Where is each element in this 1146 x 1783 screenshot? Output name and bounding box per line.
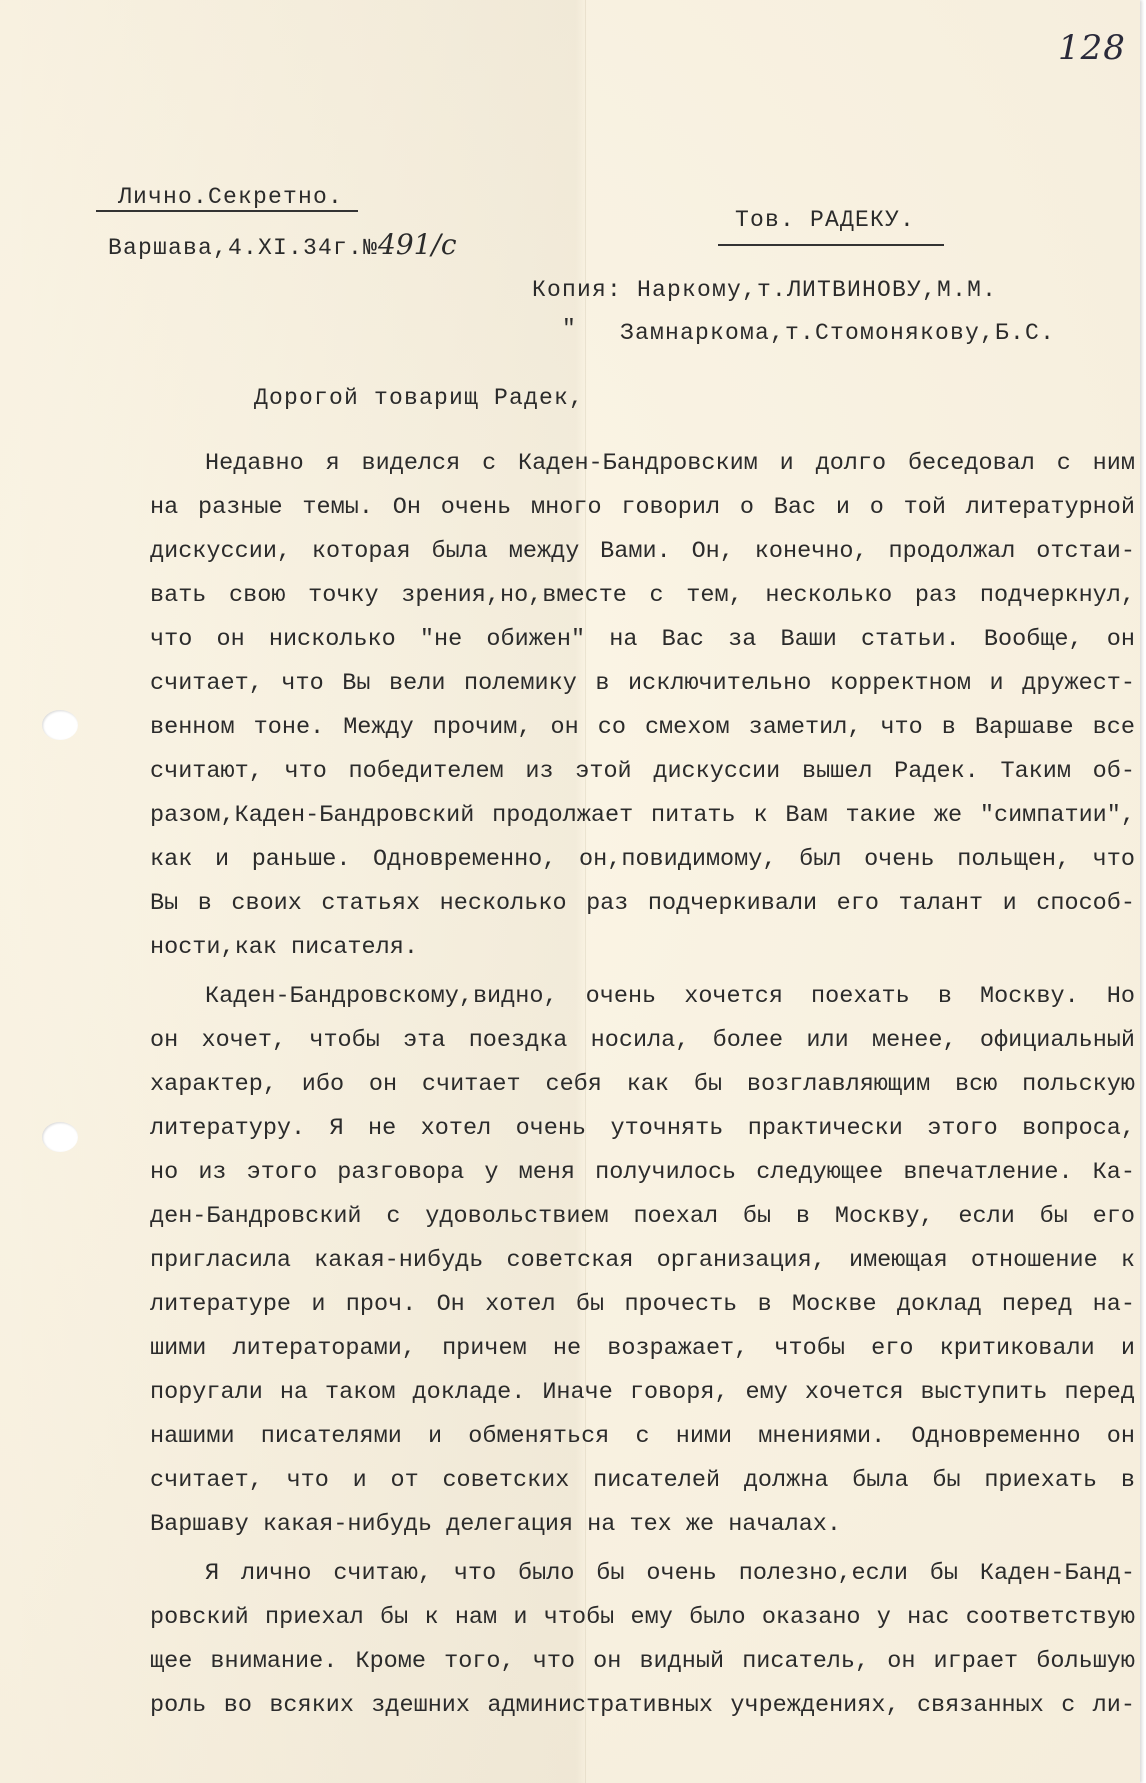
body-line: ровский приехал бы к нам и чтобы ему было оказано у нас соответствую — [150, 1604, 1135, 1631]
body-line: нашими писателями и обменяться с ними мнениями. Одновременно он — [150, 1423, 1135, 1450]
body-line: Недавно я виделся с Каден-Бандровским и долго беседовал с ним — [205, 450, 1135, 477]
classification-underline — [96, 210, 358, 212]
body-line: литературе и проч. Он хотел бы прочесть в Москве доклад перед на- — [150, 1291, 1135, 1318]
copy-line-2: Замнаркома,т.Стомонякову,Б.С. — [620, 320, 1056, 346]
salutation: Дорогой товарищ Радек, — [254, 385, 585, 411]
body-line: разом,Каден-Бандровский продолжает питать к Вам такие же "симпатии", — [150, 802, 1135, 829]
body-line: как и раньше. Одновременно, он,повидимому, был очень польщен, что — [150, 846, 1135, 873]
document-number: 491/с — [378, 228, 457, 261]
body-line: на разные темы. Он очень много говорил о Вас и о той литературной — [150, 494, 1135, 521]
copy-line-1: Копия: Наркому,т.ЛИТВИНОВУ,М.М. — [532, 277, 998, 303]
punch-hole-bottom — [42, 1122, 78, 1152]
body-line: поругали на таком докладе. Иначе говоря, ему хочется выступить перед — [150, 1379, 1135, 1406]
body-line: считает, что Вы вели полемику в исключительно корректном и дружест- — [150, 670, 1135, 697]
page-number: 128 — [1058, 28, 1126, 68]
body-line: литературу. Я не хотел очень уточнять практически этого вопроса, — [150, 1115, 1135, 1142]
classification-mark: Лично.Секретно. — [118, 184, 344, 210]
body-line: Каден-Бандровскому,видно, очень хочется поехать в Москву. Но — [205, 983, 1135, 1010]
addressee-underline — [718, 244, 944, 246]
body-line: щее внимание. Кроме того, что он видный писатель, он играет большую — [150, 1648, 1135, 1675]
body-line: он хочет, чтобы эта поездка носила, более или менее, официальный — [150, 1027, 1135, 1054]
place-date-line — [108, 228, 457, 261]
addressee: Тов. РАДЕКУ. — [735, 207, 916, 233]
body-line: ден-Бандровский с удовольствием поехал бы в Москву, если бы его — [150, 1203, 1135, 1230]
body-line: пригласила какая-нибудь советская организация, имеющая отношение к — [150, 1247, 1135, 1274]
place-date: Варшава,4.XI.34г.№ — [108, 235, 379, 261]
body-line: венном тоне. Между прочим, он со смехом заметил, что в Варшаве все — [150, 714, 1135, 741]
punch-hole-top — [42, 710, 78, 740]
body-line: дискуссии, которая была между Вами. Он, конечно, продолжал отстаи- — [150, 538, 1135, 565]
body-line: вать свою точку зрения,но,вместе с тем, несколько раз подчеркнул, — [150, 582, 1135, 609]
body-line: Варшаву какая-нибудь делегация на тех же началах. — [150, 1511, 842, 1538]
body-line: Вы в своих статьях несколько раз подчеркивали его талант и способ- — [150, 890, 1135, 917]
body-line: но из этого разговора у меня получилось следующее впечатление. Ка- — [150, 1159, 1135, 1186]
copy-ditto-mark: " — [562, 316, 578, 342]
body-line: роль во всяких здешних административных учреждениях, связанных с ли- — [150, 1692, 1135, 1719]
body-line: ности,как писателя. — [150, 934, 418, 961]
body-line: шими литераторами, причем не возражает, чтобы его критиковали и — [150, 1335, 1135, 1362]
body-line: характер, ибо он считает себя как бы возглавляющим всю польскую — [150, 1071, 1135, 1098]
body-line: что он нисколько "не обижен" на Вас за Ваши статьи. Вообще, он — [150, 626, 1135, 653]
body-line: Я лично считаю, что было бы очень полезно,если бы Каден-Банд- — [205, 1560, 1135, 1587]
body-line: считает, что и от советских писателей должна была бы приехать в — [150, 1467, 1135, 1494]
body-line: считают, что победителем из этой дискуссии вышел Радек. Таким об- — [150, 758, 1135, 785]
